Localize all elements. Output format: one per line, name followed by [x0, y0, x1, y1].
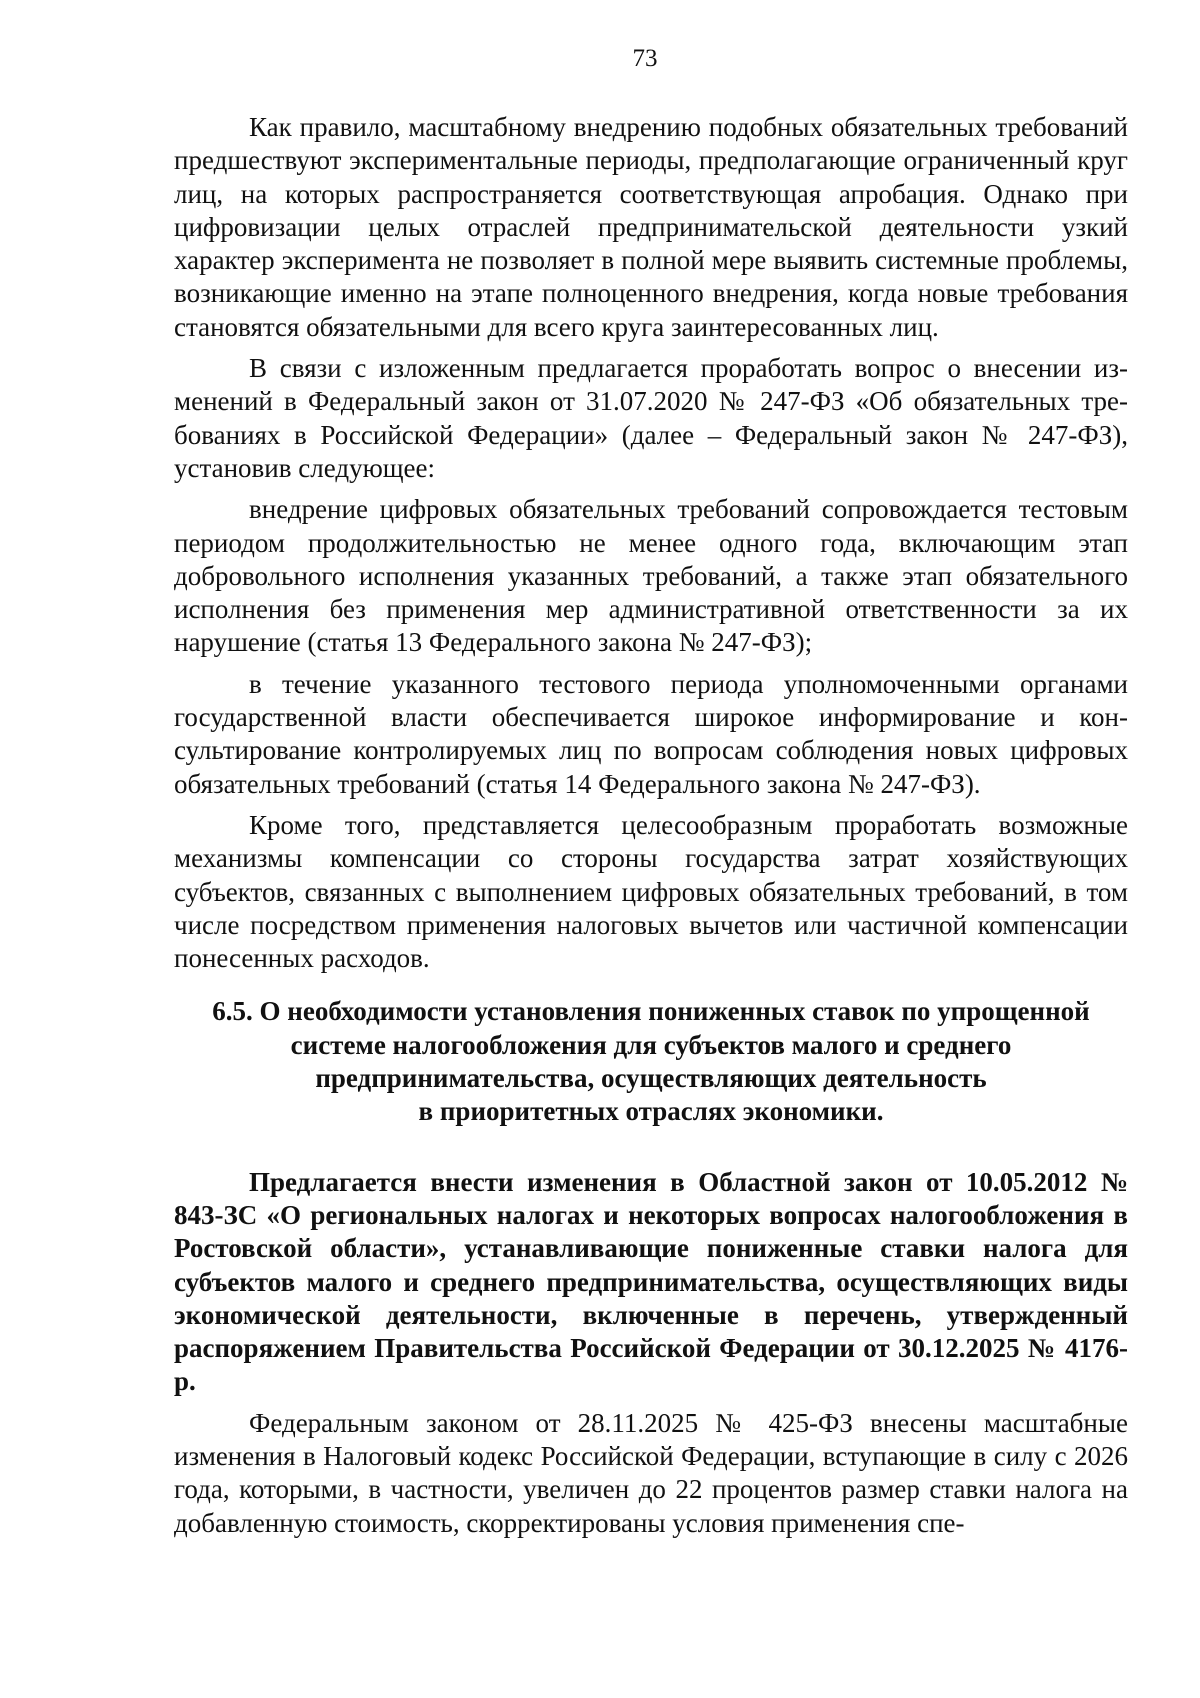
paragraph-law-amendment-proposal: В связи с изложенным предлагается проработать вопрос о внесении изменений в Федеральный закон от 31.07.2020 № 247-ФЗ «Об обязательных требованиях в Российской Федерации» (далее – Федеральный закон № 247-ФЗ), установив следующее:: [174, 353, 1128, 483]
section-heading-line: предпринимательства, осуществляющих деятельность: [315, 1063, 987, 1094]
page-number: 73: [632, 45, 658, 72]
paragraph-experimental-periods: Как правило, масштабному внедрению подобных обязательных требований предшествуют экспериментальные периоды, предполагающие ограниченный круг лиц, на которых распространяется соответствующая апробация. Однако при цифровизации целых отраслей предпринимательской деятельности узкий характер эксперимента не позволяет в полной мере выявить системные проблемы, возникающие именно на этапе полноценного внедрения, когда новые требования становятся обязательными для всего круга заинтересованных лиц.: [174, 112, 1128, 342]
section-heading-line: системе налогообложения для субъектов малого и среднего: [290, 1029, 1012, 1060]
section-heading: [174, 995, 1128, 1128]
section-heading-line: в приоритетных отраслях экономики.: [418, 1096, 884, 1127]
section-heading-line: 6.5. О необходимости установления пониженных ставок по упрощенной: [212, 996, 1090, 1027]
section-proposal: Предлагается внести изменения в Областной закон от 10.05.2012 № 843-ЗС «О региональных налогах и некоторых вопросах налогообложения в Ростовской области», устанавливающие пониженные ставки налога для субъектов малого и среднего предпринимательства, осуществляющих виды экономической деятельности, включенные в перечень, утвержденный распоряжением Правительства Российской Федерации от 30.12.2025 № 4176-р.: [174, 1166, 1128, 1397]
document-body: [174, 111, 1128, 1540]
paragraph-compensation: Кроме того, представляется целесообразным проработать возможные механизмы компенсации со стороны государства затрат хозяйствующих субъектов, связанных с выполнением цифровых обязательных требований, в том числе посредством применения налоговых вычетов или частичной компенсации понесенных расходов.: [174, 809, 1128, 974]
paragraph-test-period: внедрение цифровых обязательных требований сопровождается тестовым периодом продолжительностью не менее одного года, включающим этап добровольного исполнения указанных требований, а также этап обязательного исполнения без применения мер административной ответственности за их нарушение (статья 13 Федерального закона № 247-ФЗ);: [174, 494, 1128, 658]
paragraph-informing: в течение указанного тестового периода уполномоченными органами государственной власти обеспечивается широкое информирование и консультирование контролируемых лиц по вопросам соблюдения новых цифровых обязательных требований (статья 14 Федерального закона № 247-ФЗ).: [174, 668, 1128, 799]
paragraph-federal-law-425: Федеральным законом от 28.11.2025 № 425-ФЗ внесены масштабные изменения в Налоговый кодекс Российской Федерации, вступающие в силу с 2026 года, которыми, в частности, увеличен до 22 процентов размер ставки налога на добавленную стоимость, скорректированы условия применения спе-: [174, 1407, 1128, 1538]
